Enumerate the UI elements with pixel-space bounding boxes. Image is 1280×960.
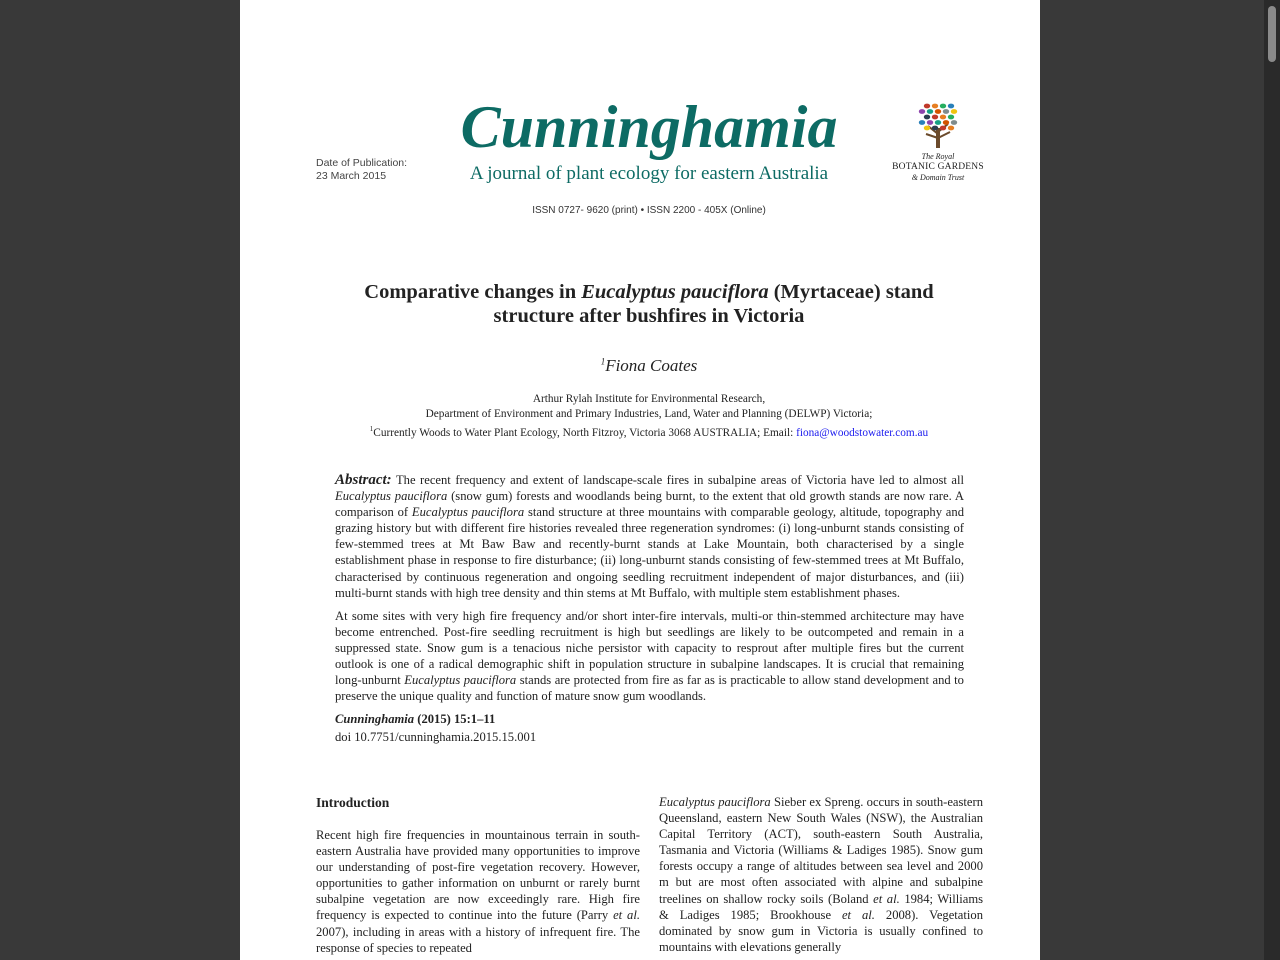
tree-logo-icon: [910, 100, 966, 150]
introduction-heading: Introduction: [316, 795, 390, 810]
publication-date: [316, 157, 407, 183]
body-text: Recent high fire frequencies in mountainous terrain in south-eastern Australia have provided many opportunities to improve our understanding of post-fire vegetation recovery. However, opportunities to gather information on unburnt or rarely burnt subalpine vegetation are now exceedingly rare. High fire frequency is expected to continue into the future (Parry: [316, 828, 640, 923]
logo-leaf: [943, 120, 949, 125]
affiliation-sup: 1: [369, 425, 374, 433]
abstract-text: The recent frequency and extent of landscape-scale fires in subalpine areas of Victoria have led to almost all: [391, 473, 964, 487]
affiliation: [330, 392, 968, 441]
et-al: et al.: [613, 908, 640, 923]
abstract-text: stand structure at three mountains with comparable geology, altitude, topography and grazing history but with different fire histories revealed three regeneration syndromes: (i) long-unburnt stands consisting of few-stemmed trees at Mt Baw Baw and recently-burnt stands at Lake Mountain, both characterised by a single establishment phase in response to fire disturbance; (ii) long-unburnt stands consisting of few-stemmed trees at Mt Buffalo, characterised by continuous regeneration and ongoing seedling recruitment independent of major disturbances, and (iii) multi-burnt stands with high tree density and thin stems at Mt Buffalo, with multiple stem establishment phases.: [335, 505, 964, 600]
logo-leaf: [924, 104, 930, 109]
logo-leaf: [940, 104, 946, 109]
abstract-text: (snow gum) forests and woodlands being burnt, to the extent that old growth stands are now rare. A comparison of: [335, 489, 964, 520]
logo-leaf: [919, 109, 925, 114]
pdf-page: [240, 0, 1040, 960]
logo-leaf: [940, 115, 946, 120]
article-title: [330, 280, 968, 328]
species-name: Eucalyptus pauciflora: [659, 795, 771, 809]
logo-line-2: BOTANIC GARDENS: [892, 162, 984, 172]
logo-line-3: & Domain Trust: [911, 173, 965, 182]
logo-leaf: [948, 115, 954, 120]
logo-leaf: [932, 115, 938, 120]
logo-leaf: [924, 126, 930, 131]
left-column: [316, 794, 640, 956]
abstract-paragraph-1: [335, 472, 964, 601]
logo-leaf: [935, 120, 941, 125]
email-link[interactable]: fiona@woodstowater.com.au: [796, 426, 929, 439]
vertical-scrollbar[interactable]: [1264, 0, 1280, 960]
body-text: 1984; Williams & Ladiges 1985; Brookhouse: [659, 891, 984, 922]
author: [440, 356, 858, 376]
citation-journal: Cunninghamia: [335, 712, 415, 727]
title-part-1: Comparative changes in: [364, 281, 582, 303]
body-text: 2008). Vegetation dominated by snow gum in Victoria is usually confined to mountains with elevations generally: [659, 907, 983, 954]
species-name: Eucalyptus pauciflora: [411, 505, 525, 520]
publication-date-label: Date of Publication:: [316, 157, 408, 169]
botanic-gardens-logo: [884, 100, 992, 190]
body-text: 2007), including in areas with a history of infrequent fire. The response of species to repeated: [316, 924, 640, 955]
logo-leaf: [943, 109, 949, 114]
author-sup: 1: [600, 356, 606, 367]
abstract-text: At some sites with very high fire frequency and/or short inter-fire intervals, multi-or thin-stemmed architecture may have become entrenched. Post-fire seedling recruitment is high but seedlings are likely to be outcompeted and remain in a suppressed state. Snow gum is a tenacious niche persistor with capacity to resprout after multiple fires but the current outlook is one of a radical demographic shift in population structure in subalpine landscapes. It is crucial that remaining long-unburnt: [335, 608, 964, 688]
title-part-2: (Myrtaceae) stand structure after bushfires in Victoria: [493, 281, 934, 327]
abstract: [335, 472, 964, 746]
affiliation-line-1: Arthur Rylah Institute for Environmental Research,: [532, 393, 766, 405]
introduction-paragraph-left: [316, 827, 640, 956]
issn-line: ISSN 0727- 9620 (print) • ISSN 2200 - 405X (Online): [532, 205, 766, 216]
logo-leaf: [932, 104, 938, 109]
logo-leaf: [951, 120, 957, 125]
body-text: Sieber ex Spreng. occurs in south-eastern Queensland, eastern New South Wales (NSW), the Australian Capital Territory (ACT), south-eastern South Australia, Tasmania and Victoria (Williams & Ladiges 1985). Snow gum forests occupy a range of altitudes between sea level and 2000 m but are most often associated with alpine and subalpine treelines on shallow rocky soils (Boland: [659, 795, 983, 906]
citation-volume: (2015) 15:1–11: [414, 712, 496, 727]
logo-leaf: [932, 126, 938, 131]
logo-line-1: The Royal: [921, 152, 955, 161]
publication-date-value: 23 March 2015: [316, 170, 387, 182]
et-al: et al.: [873, 891, 900, 906]
species-name: Eucalyptus pauciflora: [404, 673, 517, 688]
affiliation-line-2: Department of Environment and Primary Industries, Land, Water and Planning (DELWP) Victoria;: [425, 408, 873, 420]
abstract-label: Abstract:: [335, 472, 392, 488]
logo-leaf: [919, 120, 925, 125]
citation: [335, 711, 964, 727]
abstract-text: stands are protected from fire as far as is practicable to allow stand development and to preserve the unique quality and function of mature snow gum woodlands.: [335, 673, 964, 704]
affiliation-line-3: [330, 422, 968, 441]
et-al: et al.: [841, 907, 875, 922]
right-column: [659, 794, 983, 955]
species-name: Eucalyptus pauciflora: [335, 489, 448, 504]
logo-leaf: [927, 120, 933, 125]
affiliation-line-3-text: Currently Woods to Water Plant Ecology, North Fitzroy, Victoria 3068 AUSTRALIA; Email:: [373, 426, 797, 439]
author-name: Fiona Coates: [605, 356, 698, 375]
journal-name: Cunninghamia: [460, 94, 838, 160]
title-species: Eucalyptus pauciflora: [581, 281, 769, 303]
logo-leaf: [951, 109, 957, 114]
logo-leaf: [948, 126, 954, 131]
logo-leaf: [924, 115, 930, 120]
logo-leaf: [948, 104, 954, 109]
introduction-paragraph-right: [659, 794, 983, 955]
journal-subtitle: A journal of plant ecology for eastern Australia: [469, 163, 829, 184]
abstract-paragraph-2: [335, 608, 964, 705]
doi: doi 10.7751/cunninghamia.2015.15.001: [335, 730, 537, 745]
logo-leaf: [927, 109, 933, 114]
logo-leaf: [935, 109, 941, 114]
scrollbar-thumb[interactable]: [1268, 6, 1276, 62]
logo-leaf: [940, 126, 946, 131]
